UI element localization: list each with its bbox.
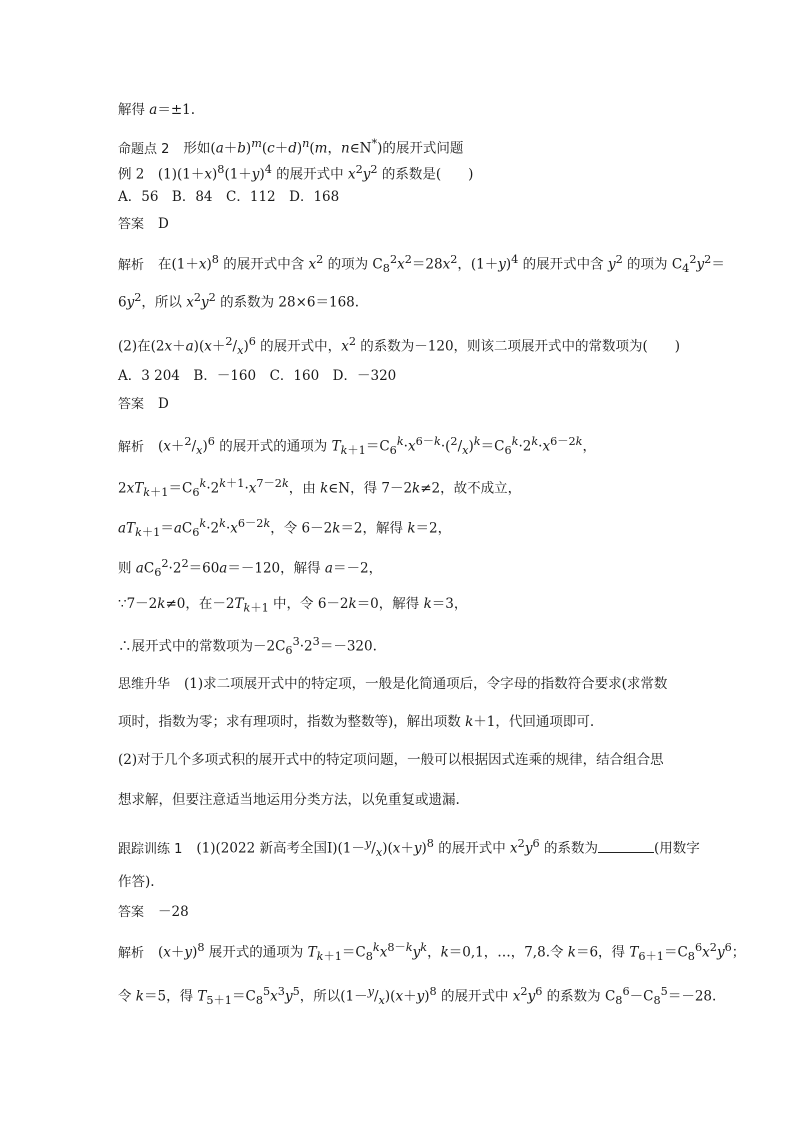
answer-label: 答案 D	[118, 216, 169, 232]
summary-line: 思维升华 (1)求二项展开式中的特定项，一般是化简通项后，令字母的指数符合要求(求常数	[118, 676, 668, 692]
solution-line: 解析 $(x+y)^8$ 展开式的通项为 $T_{k+1}=C_8^kx^{8-k}y^k$，k＝0,1，…，7,8.令 k＝6，得 $T_{6+1}=C_8^6x^2y^6$；	[118, 941, 746, 964]
solution-line: 令 k＝5，得 $T_{5+1}=C_8^5x^3y^5$，所以$(1-^y/_x)(x+y)^8$ 的展开式中 $x^2y^6$ 的系数为 $C_8^6-C_8^5=-28$.	[118, 985, 717, 1008]
example-2-part2-options: A．3 204 B．－160 C．160 D．－320	[118, 368, 397, 384]
summary-line: 想求解，但要注意适当地运用分类方法，以免重复或遗漏.	[118, 792, 460, 808]
solution-line: $6y^2$，所以 $x^2y^2$ 的系数为 28×6＝168.	[118, 291, 360, 311]
solution-line: 则 $aC_6^2\cdot 2^2=60a=-120$，解得 a＝－2，	[118, 557, 383, 580]
example-2-part2-question: (2)在$(2x+a)(x+^2/_x)^6$ 的展开式中，$x^2$ 的系数为－120，则该二项展开式中的常数项为( )	[118, 335, 681, 358]
solution-line: $2xT_{k+1}=C_6^k\cdot 2^{k+1}\cdot x^{7-2k}$，由 k∈N，得 7－2k≠2，故不成立，	[118, 477, 522, 500]
example-2-question: 例 2 $(1)(1+x)^8(1+y)^4$ 的展开式中 $x^2y^2$ 的系数是( )	[118, 163, 474, 183]
solution-conclusion: 解得 a＝±1.	[118, 102, 196, 118]
solution-line: $aT_{k+1}=aC_6^k\cdot 2^k\cdot x^{6-2k}$，令 6－2k＝2，解得 k＝2，	[118, 517, 452, 540]
practice-question: 跟踪训练 1 (1)(2022 新高考全国$Ⅰ)(1-^y/_x)(x+y)^8$ 的展开式中 $x^2y^6$ 的系数为 (用数字	[118, 837, 700, 860]
solution-line: 解析 $(x+^2/_x)^6$ 的展开式的通项为 $T_{k+1}=C_6^k\cdot x^{6-k}\cdot(^2/_x)^k=C_6^k\cdot 2^k\cdot x^{6-2k}$，	[118, 435, 596, 458]
solution-line: ∵7－2k≠0，在$-2T_{k+1}$ 中，令 6－2k＝0，解得 k＝3，	[118, 596, 468, 615]
answer-label: 答案 －28	[118, 904, 189, 920]
solution-line: ∴展开式中的常数项为$-2C_6^3\cdot 2^3=-320$.	[118, 635, 377, 658]
answer-blank	[598, 838, 654, 853]
summary-line: (2)对于几个多项式积的展开式中的特定项问题，一般可以根据因式连乘的规律，结合组合思	[118, 752, 664, 768]
topic-heading: 命题点 2 形如$(a+b)^m(c+d)^n(m$，n∈N*)的展开式问题	[118, 137, 464, 157]
solution-line: 解析 在$(1+x)^8$ 的展开式中含 $x^2$ 的项为 $C_8^2x^2=28x^2$，$(1+y)^4$ 的展开式中含 $y^2$ 的项为 $C_4^2y^2=$	[118, 253, 725, 276]
summary-line: 项时，指数为零；求有理项时，指数为整数等)，解出项数 k＋1，代回通项即可.	[118, 714, 595, 730]
practice-question: 作答).	[118, 874, 155, 890]
answer-label: 答案 D	[118, 396, 169, 412]
example-2-options: A．56 B．84 C．112 D．168	[118, 189, 340, 205]
